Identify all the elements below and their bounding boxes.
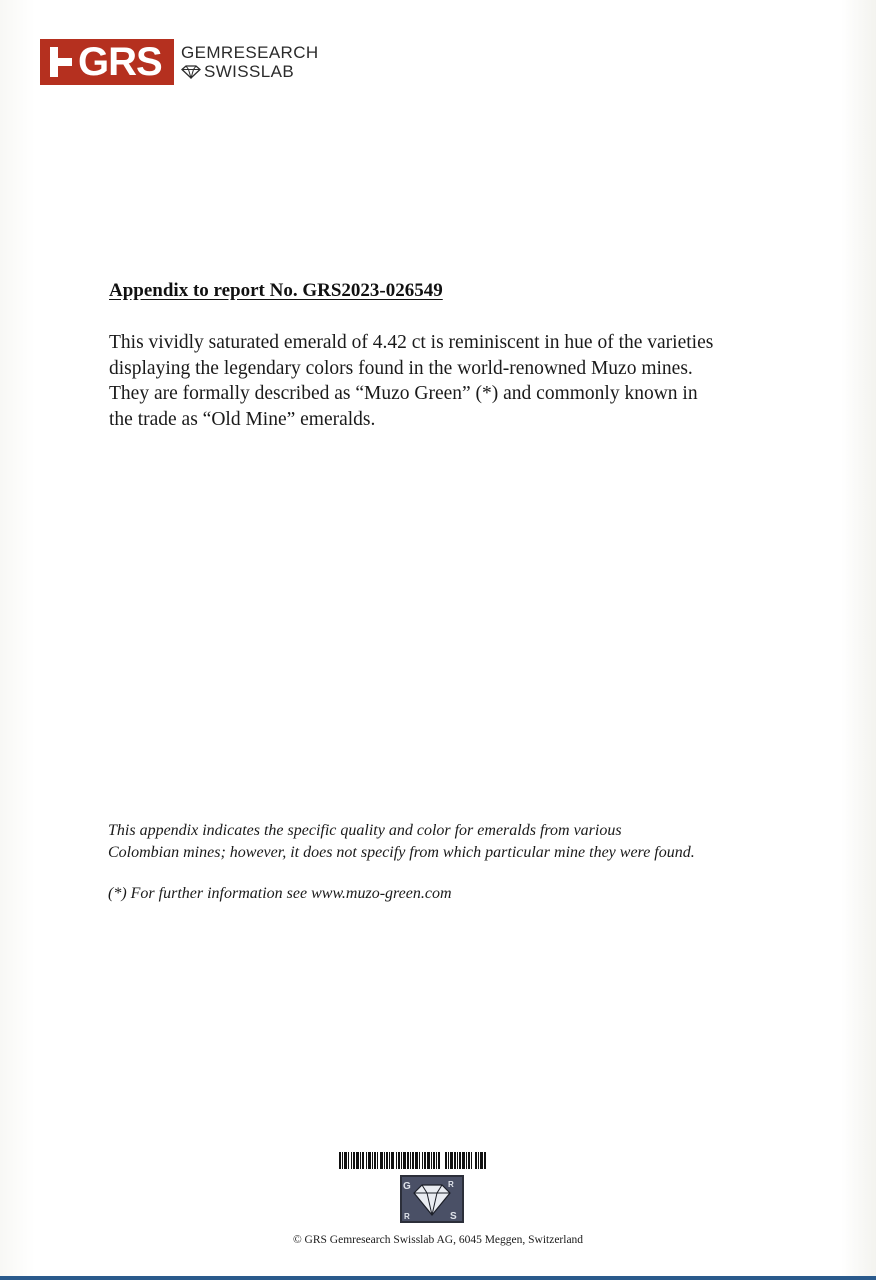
svg-text:R: R <box>448 1180 454 1189</box>
grs-logo <box>40 39 319 85</box>
body-line: displaying the legendary colors found in the world-renowned Muzo mines. <box>109 357 693 379</box>
svg-text:G: G <box>403 1181 411 1192</box>
logo-wordmark <box>181 43 319 81</box>
grs-logo-badge <box>40 39 174 85</box>
swiss-cross-icon <box>46 47 72 77</box>
logo-line2: SWISSLAB <box>204 62 295 81</box>
appendix-body <box>109 330 809 432</box>
logo-letters: GRS <box>78 40 162 84</box>
grs-hologram-icon <box>400 1175 464 1223</box>
body-line: This vividly saturated emerald of 4.42 ct is reminiscent in hue of the varieties <box>109 332 714 353</box>
copyright: © GRS Gemresearch Swisslab AG, 6045 Meggen, Switzerland <box>292 1234 584 1246</box>
page-edge <box>0 1276 876 1280</box>
appendix-note <box>108 820 828 864</box>
diamond-icon <box>181 65 201 79</box>
svg-text:R: R <box>404 1212 410 1221</box>
appendix-title: Appendix to report No. GRS2023-026549 <box>109 280 443 301</box>
barcode-icon <box>339 1152 527 1169</box>
note-line: Colombian mines; however, it does not specify from which particular mine they were found. <box>108 844 695 861</box>
svg-text:S: S <box>450 1211 457 1222</box>
body-line: the trade as “Old Mine” emeralds. <box>109 408 376 430</box>
footnote: (*) For further information see www.muzo-green.com <box>108 885 452 902</box>
body-line: They are formally described as “Muzo Green” (*) and commonly known in <box>109 383 698 404</box>
logo-line1: GEMRESEARCH <box>181 43 319 62</box>
note-line: This appendix indicates the specific quality and color for emeralds from various <box>108 822 622 839</box>
